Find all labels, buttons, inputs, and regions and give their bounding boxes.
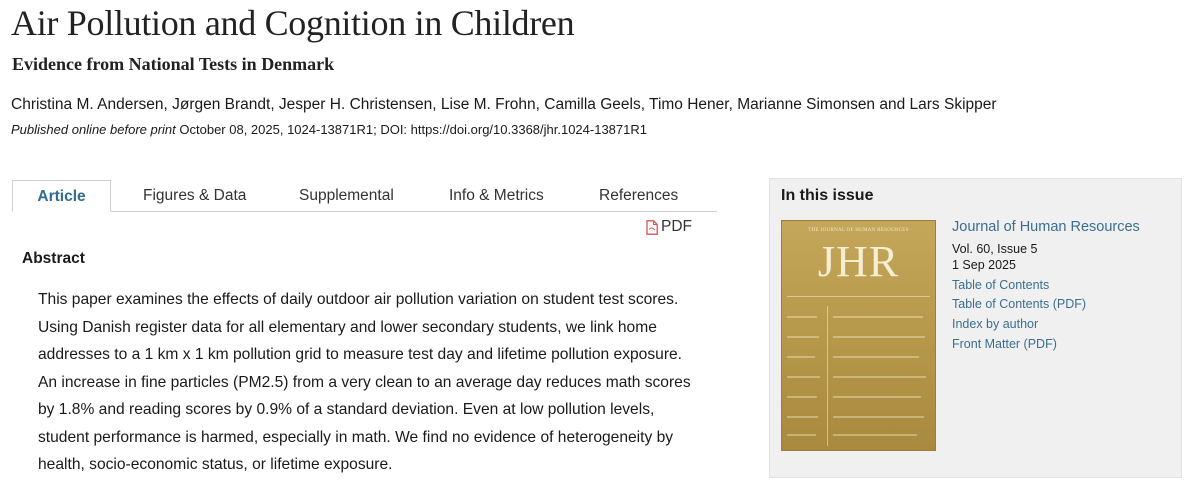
article-tabs [12,180,717,212]
cover-text-block [833,356,919,358]
cover-logo: JHR [817,237,900,286]
pub-label: Published online before print [11,122,176,137]
issue-date: 1 Sep 2025 [952,258,1016,272]
cover-text-block [787,376,820,378]
cover-text-block [833,434,917,436]
cover-text-block [787,356,815,358]
cover-text-block [787,316,817,318]
pdf-link[interactable] [646,218,692,236]
tab-supplemental[interactable]: Supplemental [299,187,394,204]
article-subtitle: Evidence from National Tests in Denmark [12,54,335,74]
cover-text-block [833,316,923,318]
pdf-file-icon [646,220,658,235]
cover-text-block [787,336,819,338]
article-title: Air Pollution and Cognition in Children [11,3,575,43]
sidebar-heading: In this issue [781,187,874,204]
index-by-author-link[interactable]: Index by author [952,317,1039,331]
cover-text-block [833,396,921,398]
cover-text-block [787,434,816,436]
issue-volume: Vol. 60, Issue 5 [952,242,1038,256]
cover-text-block [787,396,817,398]
abstract-text: This paper examines the effects of daily outdoor air pollution variation on student test scores. Using Danish register data for all elementary and lower secondary students, we link home addresses to a 1 km x 1 km pollution grid to measure test day and lifetime pollution exposure. An increase in fine particles (PM2.5) from a very clean to an average day reduces math scores by 1.8% and reading scores by 0.9% of a standard deviation. Even at low pollution levels, student performance is harmed, especially in math. We find no evidence of heterogeneity by health, socio-economic status, or lifetime exposure. [38,291,691,473]
cover-text-block [787,416,818,418]
journal-cover-image[interactable] [781,220,936,451]
tab-info-metrics[interactable]: Info & Metrics [449,187,544,204]
front-matter-pdf-link[interactable]: Front Matter (PDF) [952,337,1057,351]
pub-details: October 08, 2025, 1024-13871R1; DOI: https://doi.org/10.3368/jhr.1024-13871R1 [175,122,647,137]
table-of-contents-link[interactable]: Table of Contents [952,278,1050,292]
cover-rule [787,296,930,297]
cover-masthead: THE JOURNAL OF HUMAN RESOURCES [808,228,909,233]
tab-figures-data[interactable]: Figures & Data [143,187,247,204]
cover-divider [827,306,828,446]
journal-link[interactable]: Journal of Human Resources [952,219,1140,235]
author-list: Christina M. Andersen, Jørgen Brandt, Jesper H. Christensen, Lise M. Frohn, Camilla Geels, Timo Hener, Marianne Simonsen and Lars Skipper [11,96,997,113]
abstract-heading: Abstract [22,250,85,267]
cover-text-block [833,336,925,338]
pdf-label: PDF [661,218,692,235]
cover-text-block [833,416,924,418]
tab-article[interactable]: Article [12,180,111,212]
cover-text-block [833,376,926,378]
tab-references[interactable]: References [599,187,679,204]
table-of-contents-pdf-link[interactable]: Table of Contents (PDF) [952,297,1087,311]
in-this-issue-panel [769,178,1182,478]
publication-info [11,122,647,137]
